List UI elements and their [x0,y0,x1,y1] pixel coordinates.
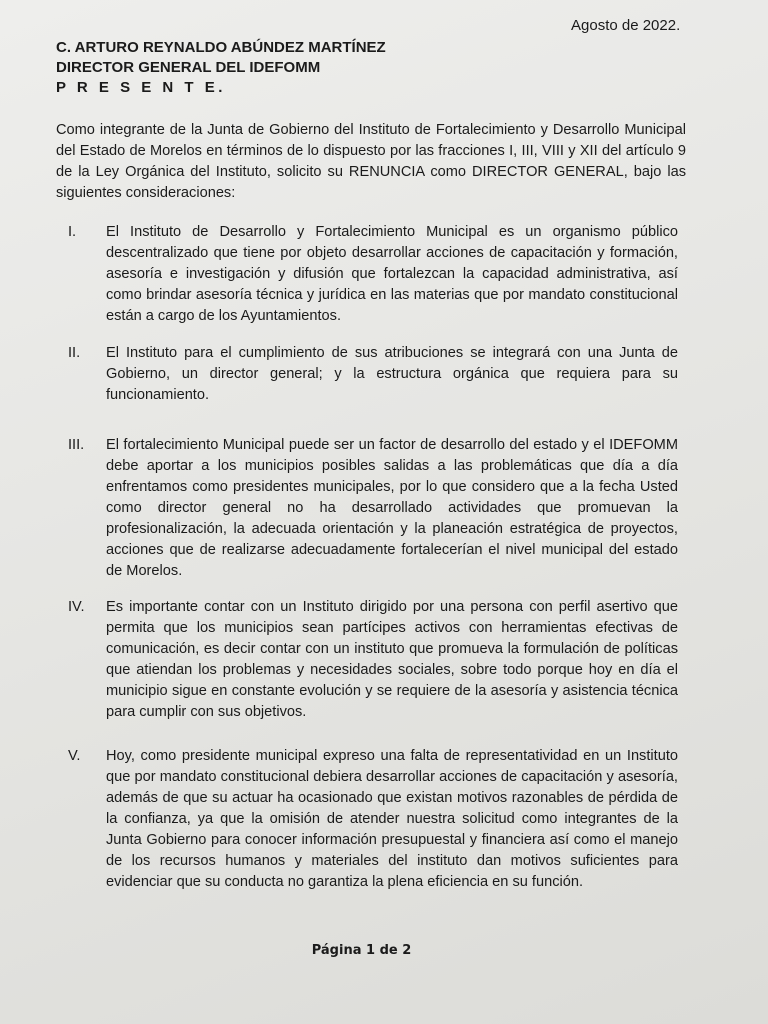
intro-paragraph: Como integrante de la Junta de Gobierno del Instituto de Fortalecimiento y Desarrollo Municipal del Estado de Morelos en términos de lo dispuesto por las fracciones I, III, VIII y XII del artículo 9 de la Ley Orgánica del Instituto, solicito su RENUNCIA como DIRECTOR GENERAL, bajo las siguientes consideraciones: [56,122,686,201]
consideration-item [56,435,686,582]
consideration-item [56,746,686,893]
recipient-name: C. ARTURO REYNALDO ABÚNDEZ MARTÍNEZ [56,39,386,56]
consideration-text: El Instituto para el cumplimiento de sus atribuciones se integrará con una Junta de Gobierno, un director general; y la estructura orgánica que requiera para su funcionamiento. [106,345,678,403]
letter-header [56,38,386,98]
consideration-text: Es importante contar con un Instituto dirigido por una persona con perfil asertivo que permita que los municipios sean partícipes activos con herramientas efectivas de comunicación, es decir contar con un instituto que promueva la formulación de políticas que atiendan los problemas y necesidades sociales, sobre todo porque hoy en día el municipio sigue en constante evolución y se requiere de la asesoría y asistencia técnica para cumplir con sus objetivos. [106,599,678,720]
consideration-item [56,222,686,327]
consideration-numeral: V. [68,748,81,764]
consideration-numeral: II. [68,345,81,361]
consideration-text: El Instituto de Desarrollo y Fortalecimiento Municipal es un organismo público descentralizado que tiene por objeto desarrollar acciones de capacitación y formación, asesoría e investigación y difusión que fortalezcan la capacidad administrativa, así como brindar asesoría técnica y jurídica en las materias que por mandato constitucional están a cargo de los Ayuntamientos. [106,224,678,324]
consideration-numeral: IV. [68,599,85,615]
consideration-item [56,343,686,406]
consideration-text: El fortalecimiento Municipal puede ser un factor de desarrollo del estado y el IDEFOMM debe aportar a los municipios posibles salidas a las problemáticas que día a día enfrentamos como presidentes municipales, por lo que considero que a la fecha Usted como director general no ha desarrollado actividades que promuevan la profesionalización, la adecuada orientación y la planeación estratégica de proyectos, acciones que de realizarse adecuadamente fortalecerían el nivel municipal del estado de Morelos. [106,437,678,579]
consideration-numeral: III. [68,437,85,453]
presente-line: P R E S E N T E. [56,79,226,96]
consideration-text: Hoy, como presidente municipal expreso una falta de representatividad en un Instituto que por mandato constitucional debiera desarrollar acciones de capacitación y asesoría, además de que su actuar ha ocasionado que existan motivos razonables de pérdida de la confianza, ya que la omisión de atender nuestra solicitud como integrantes de la Junta Gobierno para conocer información presupuestal y financiera así como el manejo de los recursos humanos y materiales del instituto dan motivos suficientes para evidenciar que su conducta no garantiza la plena eficiencia en su función. [106,748,678,890]
consideration-item [56,597,686,723]
letter-date: Agosto de 2022. [571,17,681,34]
recipient-title: DIRECTOR GENERAL DEL IDEFOMM [56,59,321,76]
consideration-numeral: I. [68,224,77,240]
page-number: Página 1 de 2 [311,943,412,958]
